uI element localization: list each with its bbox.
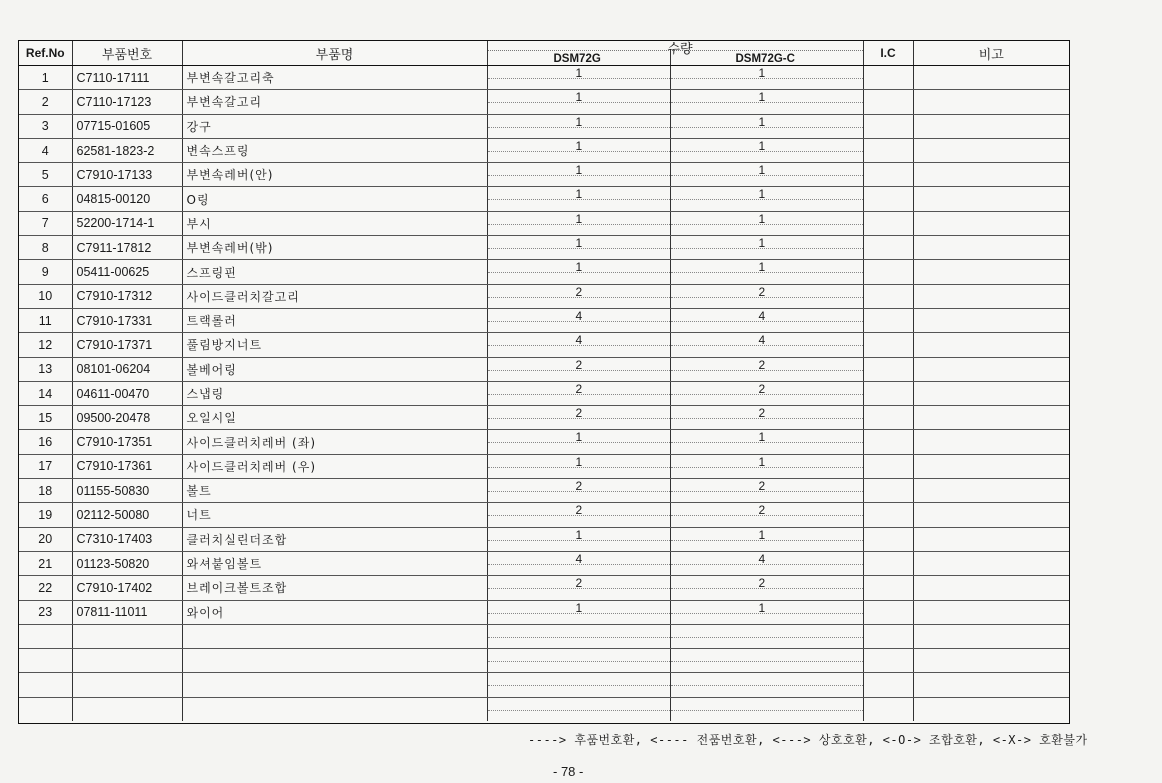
cell-ref-no: 10	[19, 284, 72, 308]
qty-value: 1	[758, 236, 766, 251]
cell-ic	[863, 260, 913, 284]
empty-row	[19, 673, 1069, 697]
cell-qty-model-1	[487, 236, 670, 260]
cell-part-no: C7910-17402	[72, 576, 182, 600]
cell-note	[913, 503, 1069, 527]
cell-ref-no: 21	[19, 551, 72, 575]
qty-value: 2	[575, 357, 583, 372]
cell-empty	[913, 649, 1069, 673]
cell-part-no: 04611-00470	[72, 381, 182, 405]
cell-part-name: 브레이크볼트조합	[182, 576, 487, 600]
table-row	[19, 333, 1069, 357]
cell-empty	[182, 673, 487, 697]
cell-part-name: 오일시일	[182, 406, 487, 430]
qty-value: 2	[575, 381, 583, 396]
qty-value: 2	[575, 406, 583, 421]
cell-qty-model-2	[670, 551, 863, 575]
cell-note	[913, 551, 1069, 575]
cell-qty-model-1	[487, 430, 670, 454]
cell-part-no: 01123-50820	[72, 551, 182, 575]
qty-value: 1	[758, 163, 766, 178]
cell-ic	[863, 357, 913, 381]
cell-qty-model-1	[487, 357, 670, 381]
qty-value: 1	[758, 600, 766, 615]
header-model-1: DSM72G	[553, 53, 601, 65]
cell-ic	[863, 454, 913, 478]
cell-part-name: 부변속레버(밖)	[182, 236, 487, 260]
cell-ic	[863, 333, 913, 357]
qty-value: 4	[758, 333, 766, 348]
header-part-name: 부품명	[182, 41, 487, 66]
cell-qty-model-2	[670, 114, 863, 138]
cell-ic	[863, 66, 913, 90]
cell-part-no: 09500-20478	[72, 406, 182, 430]
table-row	[19, 479, 1069, 503]
cell-ref-no: 17	[19, 454, 72, 478]
header-note: 비고	[913, 41, 1069, 66]
table-row	[19, 163, 1069, 187]
cell-note	[913, 333, 1069, 357]
cell-qty-model-2	[670, 406, 863, 430]
table-row	[19, 211, 1069, 235]
cell-note	[913, 527, 1069, 551]
cell-ref-no: 8	[19, 236, 72, 260]
cell-part-no: 07811-11011	[72, 600, 182, 624]
qty-value: 1	[575, 260, 583, 275]
cell-ic	[863, 576, 913, 600]
cell-qty-model-2	[670, 576, 863, 600]
qty-value: 1	[758, 260, 766, 275]
cell-part-name: 부변속레버(안)	[182, 163, 487, 187]
cell-empty	[487, 624, 670, 648]
cell-empty	[863, 673, 913, 697]
cell-empty	[670, 673, 863, 697]
cell-part-no: 62581-1823-2	[72, 138, 182, 162]
cell-empty	[487, 697, 670, 721]
table-row	[19, 381, 1069, 405]
cell-ic	[863, 406, 913, 430]
cell-qty-model-2	[670, 236, 863, 260]
cell-empty	[72, 697, 182, 721]
cell-qty-model-2	[670, 66, 863, 90]
table-row	[19, 503, 1069, 527]
qty-value: 2	[575, 479, 583, 494]
cell-part-no: 04815-00120	[72, 187, 182, 211]
cell-qty-model-1	[487, 284, 670, 308]
cell-part-name: 사이드클러치갈고리	[182, 284, 487, 308]
table-row	[19, 454, 1069, 478]
cell-empty	[863, 624, 913, 648]
cell-note	[913, 576, 1069, 600]
page-number: - 78 -	[553, 764, 584, 779]
cell-part-no: 05411-00625	[72, 260, 182, 284]
cell-ic	[863, 236, 913, 260]
cell-ref-no: 13	[19, 357, 72, 381]
cell-empty	[19, 649, 72, 673]
cell-part-name: 부변속갈고리축	[182, 66, 487, 90]
header-ref-no: Ref.No	[19, 41, 72, 66]
qty-value: 1	[575, 454, 583, 469]
cell-part-no: 02112-50080	[72, 503, 182, 527]
cell-empty	[863, 697, 913, 721]
cell-empty	[913, 624, 1069, 648]
cell-part-name: 클러치실린더조합	[182, 527, 487, 551]
cell-part-name: 변속스프링	[182, 138, 487, 162]
cell-part-no: C7911-17812	[72, 236, 182, 260]
qty-value: 4	[575, 308, 583, 323]
cell-part-no: C7910-17371	[72, 333, 182, 357]
cell-qty-model-2	[670, 333, 863, 357]
cell-empty	[487, 673, 670, 697]
cell-empty	[182, 697, 487, 721]
cell-ref-no: 22	[19, 576, 72, 600]
cell-part-name: 트랙롤러	[182, 308, 487, 332]
cell-ref-no: 20	[19, 527, 72, 551]
cell-note	[913, 430, 1069, 454]
cell-ref-no: 6	[19, 187, 72, 211]
cell-qty-model-2	[670, 430, 863, 454]
cell-ic	[863, 163, 913, 187]
cell-note	[913, 138, 1069, 162]
cell-ic	[863, 284, 913, 308]
cell-empty	[863, 649, 913, 673]
qty-value: 1	[758, 527, 766, 542]
cell-ref-no: 19	[19, 503, 72, 527]
cell-qty-model-1	[487, 600, 670, 624]
cell-ic	[863, 90, 913, 114]
cell-part-name: 너트	[182, 503, 487, 527]
cell-part-no: C7910-17331	[72, 308, 182, 332]
empty-row	[19, 697, 1069, 721]
qty-value: 1	[575, 138, 583, 153]
cell-qty-model-2	[670, 308, 863, 332]
cell-part-no: C7310-17403	[72, 527, 182, 551]
table-row	[19, 90, 1069, 114]
qty-value: 2	[758, 406, 766, 421]
cell-ref-no: 3	[19, 114, 72, 138]
table-row	[19, 576, 1069, 600]
cell-ref-no: 16	[19, 430, 72, 454]
cell-ref-no: 5	[19, 163, 72, 187]
cell-empty	[913, 673, 1069, 697]
qty-value: 1	[575, 187, 583, 202]
cell-qty-model-2	[670, 284, 863, 308]
cell-ic	[863, 308, 913, 332]
qty-value: 1	[758, 138, 766, 153]
cell-qty-model-2	[670, 381, 863, 405]
cell-ic	[863, 381, 913, 405]
cell-qty-model-2	[670, 90, 863, 114]
cell-qty-model-2	[670, 357, 863, 381]
cell-qty-model-2	[670, 163, 863, 187]
qty-value: 2	[758, 357, 766, 372]
qty-value: 1	[758, 90, 766, 105]
cell-part-name: 볼베어링	[182, 357, 487, 381]
cell-note	[913, 90, 1069, 114]
cell-part-no: 07715-01605	[72, 114, 182, 138]
cell-qty-model-2	[670, 503, 863, 527]
cell-ic	[863, 187, 913, 211]
cell-qty-model-1	[487, 187, 670, 211]
cell-note	[913, 308, 1069, 332]
cell-empty	[487, 649, 670, 673]
cell-qty-model-1	[487, 381, 670, 405]
qty-value: 1	[758, 211, 766, 226]
cell-ref-no: 2	[19, 90, 72, 114]
empty-row	[19, 649, 1069, 673]
qty-value: 1	[575, 90, 583, 105]
table-row	[19, 357, 1069, 381]
qty-value: 2	[758, 576, 766, 591]
cell-part-no: C7110-17123	[72, 90, 182, 114]
cell-ref-no: 9	[19, 260, 72, 284]
table-row	[19, 430, 1069, 454]
cell-qty-model-1	[487, 90, 670, 114]
cell-empty	[72, 673, 182, 697]
cell-qty-model-1	[487, 163, 670, 187]
cell-empty	[913, 697, 1069, 721]
interchange-legend: ----> 후품번호환, <---- 전품번호환, <---> 상호호환, <-O-> 조합호환, <-X-> 호환불가	[528, 733, 1088, 747]
cell-note	[913, 381, 1069, 405]
table-row	[19, 260, 1069, 284]
cell-part-name: 풀림방지너트	[182, 333, 487, 357]
cell-ic	[863, 527, 913, 551]
qty-value: 4	[575, 333, 583, 348]
table-row	[19, 284, 1069, 308]
header-model-2: DSM72G-C	[735, 53, 795, 65]
cell-part-no: C7910-17351	[72, 430, 182, 454]
cell-note	[913, 114, 1069, 138]
cell-ref-no: 7	[19, 211, 72, 235]
header-ic: I.C	[863, 41, 913, 66]
cell-empty	[19, 673, 72, 697]
cell-empty	[670, 649, 863, 673]
header-part-no: 부품번호	[72, 41, 182, 66]
cell-empty	[19, 697, 72, 721]
table-row	[19, 600, 1069, 624]
cell-qty-model-2	[670, 479, 863, 503]
qty-value: 2	[575, 576, 583, 591]
qty-value: 4	[758, 551, 766, 566]
cell-qty-model-1	[487, 503, 670, 527]
cell-ic	[863, 479, 913, 503]
cell-qty-model-1	[487, 551, 670, 575]
cell-part-name: 와셔붙임볼트	[182, 551, 487, 575]
qty-value: 1	[575, 163, 583, 178]
cell-part-no: 52200-1714-1	[72, 211, 182, 235]
qty-value: 2	[758, 479, 766, 494]
cell-qty-model-1	[487, 114, 670, 138]
cell-part-name: 사이드클러치레버 (우)	[182, 454, 487, 478]
qty-value: 1	[575, 600, 583, 615]
table-row	[19, 138, 1069, 162]
qty-value: 2	[575, 503, 583, 518]
cell-ic	[863, 211, 913, 235]
cell-ref-no: 23	[19, 600, 72, 624]
cell-qty-model-2	[670, 527, 863, 551]
cell-part-name: 볼트	[182, 479, 487, 503]
cell-part-name: 사이드클러치레버 (좌)	[182, 430, 487, 454]
cell-qty-model-1	[487, 308, 670, 332]
cell-qty-model-1	[487, 454, 670, 478]
cell-part-no: 01155-50830	[72, 479, 182, 503]
cell-qty-model-1	[487, 527, 670, 551]
cell-part-no: C7910-17133	[72, 163, 182, 187]
cell-ic	[863, 551, 913, 575]
cell-ref-no: 12	[19, 333, 72, 357]
cell-note	[913, 187, 1069, 211]
cell-qty-model-2	[670, 454, 863, 478]
cell-part-name: 부시	[182, 211, 487, 235]
cell-part-name: 와이어	[182, 600, 487, 624]
qty-value: 1	[575, 66, 583, 80]
cell-qty-model-1	[487, 333, 670, 357]
cell-note	[913, 260, 1069, 284]
qty-value: 1	[575, 430, 583, 445]
cell-part-name: 스프링핀	[182, 260, 487, 284]
table-row	[19, 114, 1069, 138]
qty-value: 4	[575, 551, 583, 566]
qty-value: 1	[575, 114, 583, 129]
cell-note	[913, 479, 1069, 503]
cell-ic	[863, 503, 913, 527]
table-row	[19, 406, 1069, 430]
cell-qty-model-1	[487, 211, 670, 235]
qty-value: 1	[758, 187, 766, 202]
cell-ic	[863, 138, 913, 162]
table-row	[19, 527, 1069, 551]
table-row	[19, 66, 1069, 90]
parts-table-frame	[18, 40, 1070, 724]
qty-value: 2	[575, 284, 583, 299]
cell-ref-no: 11	[19, 308, 72, 332]
cell-ref-no: 4	[19, 138, 72, 162]
cell-qty-model-2	[670, 260, 863, 284]
cell-note	[913, 454, 1069, 478]
cell-part-no: 08101-06204	[72, 357, 182, 381]
qty-value: 1	[575, 236, 583, 251]
cell-note	[913, 406, 1069, 430]
cell-qty-model-1	[487, 479, 670, 503]
cell-part-name: 강구	[182, 114, 487, 138]
header-qty-label: 수량	[667, 42, 693, 57]
table-row	[19, 187, 1069, 211]
qty-value: 4	[758, 308, 766, 323]
table-row	[19, 551, 1069, 575]
qty-value: 1	[575, 527, 583, 542]
cell-qty-model-1	[487, 66, 670, 90]
cell-part-name: 부변속갈고리	[182, 90, 487, 114]
cell-qty-model-1	[487, 406, 670, 430]
cell-note	[913, 163, 1069, 187]
cell-ref-no: 1	[19, 66, 72, 90]
cell-empty	[182, 624, 487, 648]
empty-row	[19, 624, 1069, 648]
cell-ref-no: 18	[19, 479, 72, 503]
cell-qty-model-1	[487, 576, 670, 600]
qty-value: 1	[758, 430, 766, 445]
cell-note	[913, 284, 1069, 308]
qty-value: 1	[758, 66, 766, 80]
parts-table	[19, 41, 1069, 721]
qty-value: 2	[758, 381, 766, 396]
cell-empty	[19, 624, 72, 648]
qty-value: 1	[758, 114, 766, 129]
cell-qty-model-1	[487, 260, 670, 284]
qty-value: 1	[575, 211, 583, 226]
cell-qty-model-1	[487, 138, 670, 162]
cell-ic	[863, 114, 913, 138]
cell-empty	[72, 624, 182, 648]
cell-ic	[863, 600, 913, 624]
cell-empty	[670, 697, 863, 721]
cell-note	[913, 66, 1069, 90]
cell-ref-no: 15	[19, 406, 72, 430]
cell-qty-model-2	[670, 211, 863, 235]
cell-note	[913, 357, 1069, 381]
cell-qty-model-2	[670, 187, 863, 211]
cell-note	[913, 211, 1069, 235]
cell-part-name: 스냅링	[182, 381, 487, 405]
cell-qty-model-2	[670, 138, 863, 162]
qty-value: 2	[758, 284, 766, 299]
cell-part-no: C7910-17361	[72, 454, 182, 478]
table-row	[19, 236, 1069, 260]
cell-qty-model-2	[670, 600, 863, 624]
cell-part-name: O링	[182, 187, 487, 211]
cell-note	[913, 600, 1069, 624]
cell-part-no: C7110-17111	[72, 66, 182, 90]
cell-empty	[670, 624, 863, 648]
qty-value: 1	[758, 454, 766, 469]
cell-ref-no: 14	[19, 381, 72, 405]
cell-note	[913, 236, 1069, 260]
header-quantity	[487, 41, 863, 66]
cell-empty	[72, 649, 182, 673]
table-header-row	[19, 41, 1069, 66]
qty-value: 2	[758, 503, 766, 518]
cell-ic	[863, 430, 913, 454]
cell-part-no: C7910-17312	[72, 284, 182, 308]
cell-empty	[182, 649, 487, 673]
table-row	[19, 308, 1069, 332]
